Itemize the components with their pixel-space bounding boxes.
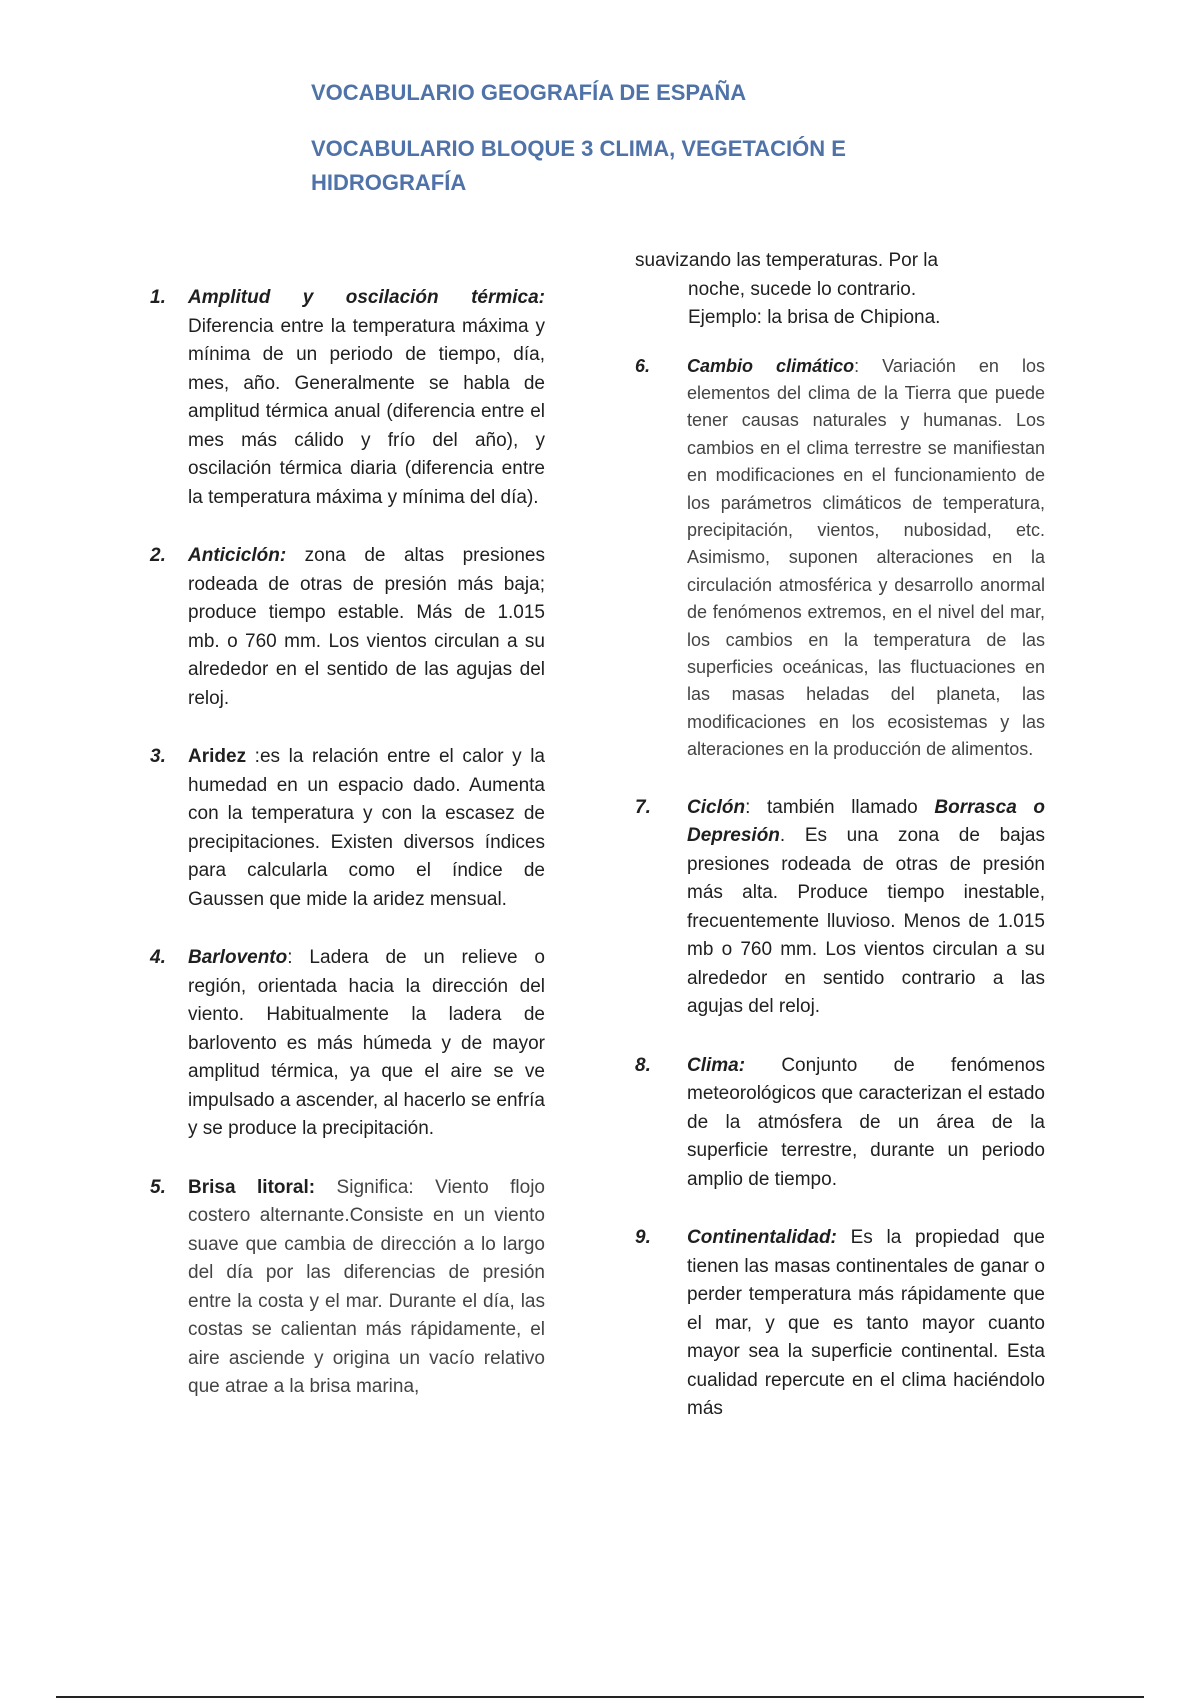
- entry-number: 3.: [150, 746, 166, 767]
- entry-term: Barlovento: [188, 947, 288, 968]
- entry-definition: Diferencia entre la temperatura máxima y mínima de un periodo de tiempo, día, mes, año. Generalmente se habla de amplitud térmica anual (diferencia entre el mes más cálido y frío del año), y oscilación térmica diaria (diferencia entre la temperatura máxima y mínima del día).: [188, 315, 545, 508]
- continuation-line: suavizando las temperaturas. Por la: [635, 250, 939, 271]
- entry-term: Aridez: [188, 746, 247, 767]
- entry-definition: Conjunto de fenómenos meteorológicos que caracterizan el estado de la atmósfera de un área de la superficie terrestre, durante un periodo amplio de tiempo.: [687, 1054, 1045, 1190]
- vocab-entry: [150, 944, 545, 1144]
- vocab-entry: [150, 1174, 545, 1402]
- entry-number: 6.: [635, 355, 651, 376]
- right-column: [635, 247, 1045, 1454]
- entry-definition: :es la relación entre el calor y la humedad en un espacio dado. Aumenta con la temperatura y con la escasez de precipitaciones. Existen diversos índices para calcularla como el índice de Gaussen que mide la aridez mensual.: [188, 746, 545, 910]
- continuation-line: noche, sucede lo contrario.: [688, 278, 917, 300]
- continuation-line: Ejemplo: la brisa de Chipiona.: [688, 307, 941, 328]
- entry-definition: zona de altas presiones rodeada de otras de presión más baja; produce tiempo estable. Más de 1.015 mb. o 760 mm. Los vientos circulan a su alrededor en el sentido de las agujas del reloj.: [188, 545, 545, 709]
- vocab-entry: [635, 353, 1045, 764]
- entry-term: Anticiclón:: [188, 545, 287, 566]
- entry-term: Clima:: [687, 1054, 746, 1076]
- entry-definition: Es la propiedad que tienen las masas continentales de ganar o perder temperatura más rápidamente que el mar, y que es tanto mayor cuanto mayor sea la superficie continental. Esta cualidad repercute en el clima haciéndolo más: [687, 1227, 1045, 1420]
- entry-number: 7.: [635, 796, 651, 818]
- entry-number: 8.: [635, 1054, 651, 1076]
- entry-definition: . Es una zona de bajas presiones rodeada de otras de presión más alta. Produce tiempo inestable, frecuentemente lluvioso. Menos de 1.015 mb o 760 mm. Los vientos circulan a su alrededor en sentido contrario a las agujas del reloj.: [687, 825, 1045, 1018]
- entry-term: Brisa litoral:: [188, 1176, 316, 1198]
- entry-term-alt: Borrasca o Depresión: [687, 796, 1045, 847]
- entry-definition: : también llamado: [745, 796, 935, 818]
- vocab-entry: [635, 794, 1045, 1022]
- vocab-entry: [635, 1052, 1045, 1195]
- entry-term: Ciclón: [687, 796, 746, 818]
- page-title: VOCABULARIO GEOGRAFÍA DE ESPAÑA: [311, 80, 747, 105]
- entry-number: 2.: [150, 545, 166, 566]
- footer-divider: [56, 1696, 1144, 1698]
- entry-number: 9.: [635, 1227, 651, 1249]
- entry-number: 5.: [150, 1176, 166, 1198]
- left-column: [150, 284, 545, 1432]
- vocab-entry: [150, 743, 545, 914]
- vocab-entry: [635, 1224, 1045, 1424]
- entry-term: Continentalidad:: [687, 1227, 837, 1249]
- vocab-entry: [150, 542, 545, 713]
- entry-definition: : Variación en los elementos del clima de la Tierra que puede tener causas naturales y humanas. Los cambios en el clima terrestre se manifiestan en modificaciones en el funcionamiento de los parámetros climáticos de temperatura, precipitación, vientos, nubosidad, etc. Asimismo, suponen alteraciones en la circulación atmosférica y desarrollo anormal de fenómenos extremos, en el nivel del mar, los cambios en la temperatura de las superficies oceánicas, las fluctuaciones en las masas heladas del planeta, las modificaciones en los ecosistemas y las alteraciones en la producción de alimentos.: [687, 355, 1045, 760]
- entry-number: 1.: [150, 287, 166, 308]
- entry-term: Amplitud y oscilación térmica:: [188, 287, 545, 308]
- entry-definition: Significa: Viento flojo costero alternante.Consiste en un viento suave que cambia de dirección a lo largo del día por las diferencias de presión entre la costa y el mar. Durante el día, las costas se calientan más rápidamente, el aire asciende y origina un vacío relativo que atrae a la brisa marina,: [188, 1176, 545, 1397]
- entry-definition: : Ladera de un relieve o región, orientada hacia la dirección del viento. Habitualmente la ladera de barlovento es más húmeda y de mayor amplitud térmica, ya que el aire se ve impulsado a ascender, al hacerlo se enfría y se produce la precipitación.: [188, 947, 545, 1139]
- entry-continuation: [635, 247, 1045, 333]
- entry-term: Cambio climático: [687, 355, 855, 376]
- vocab-entry: [150, 284, 545, 512]
- entry-number: 4.: [150, 947, 166, 968]
- page-subtitle: VOCABULARIO BLOQUE 3 CLIMA, VEGETACIÓN E HIDROGRAFÍA: [311, 136, 846, 195]
